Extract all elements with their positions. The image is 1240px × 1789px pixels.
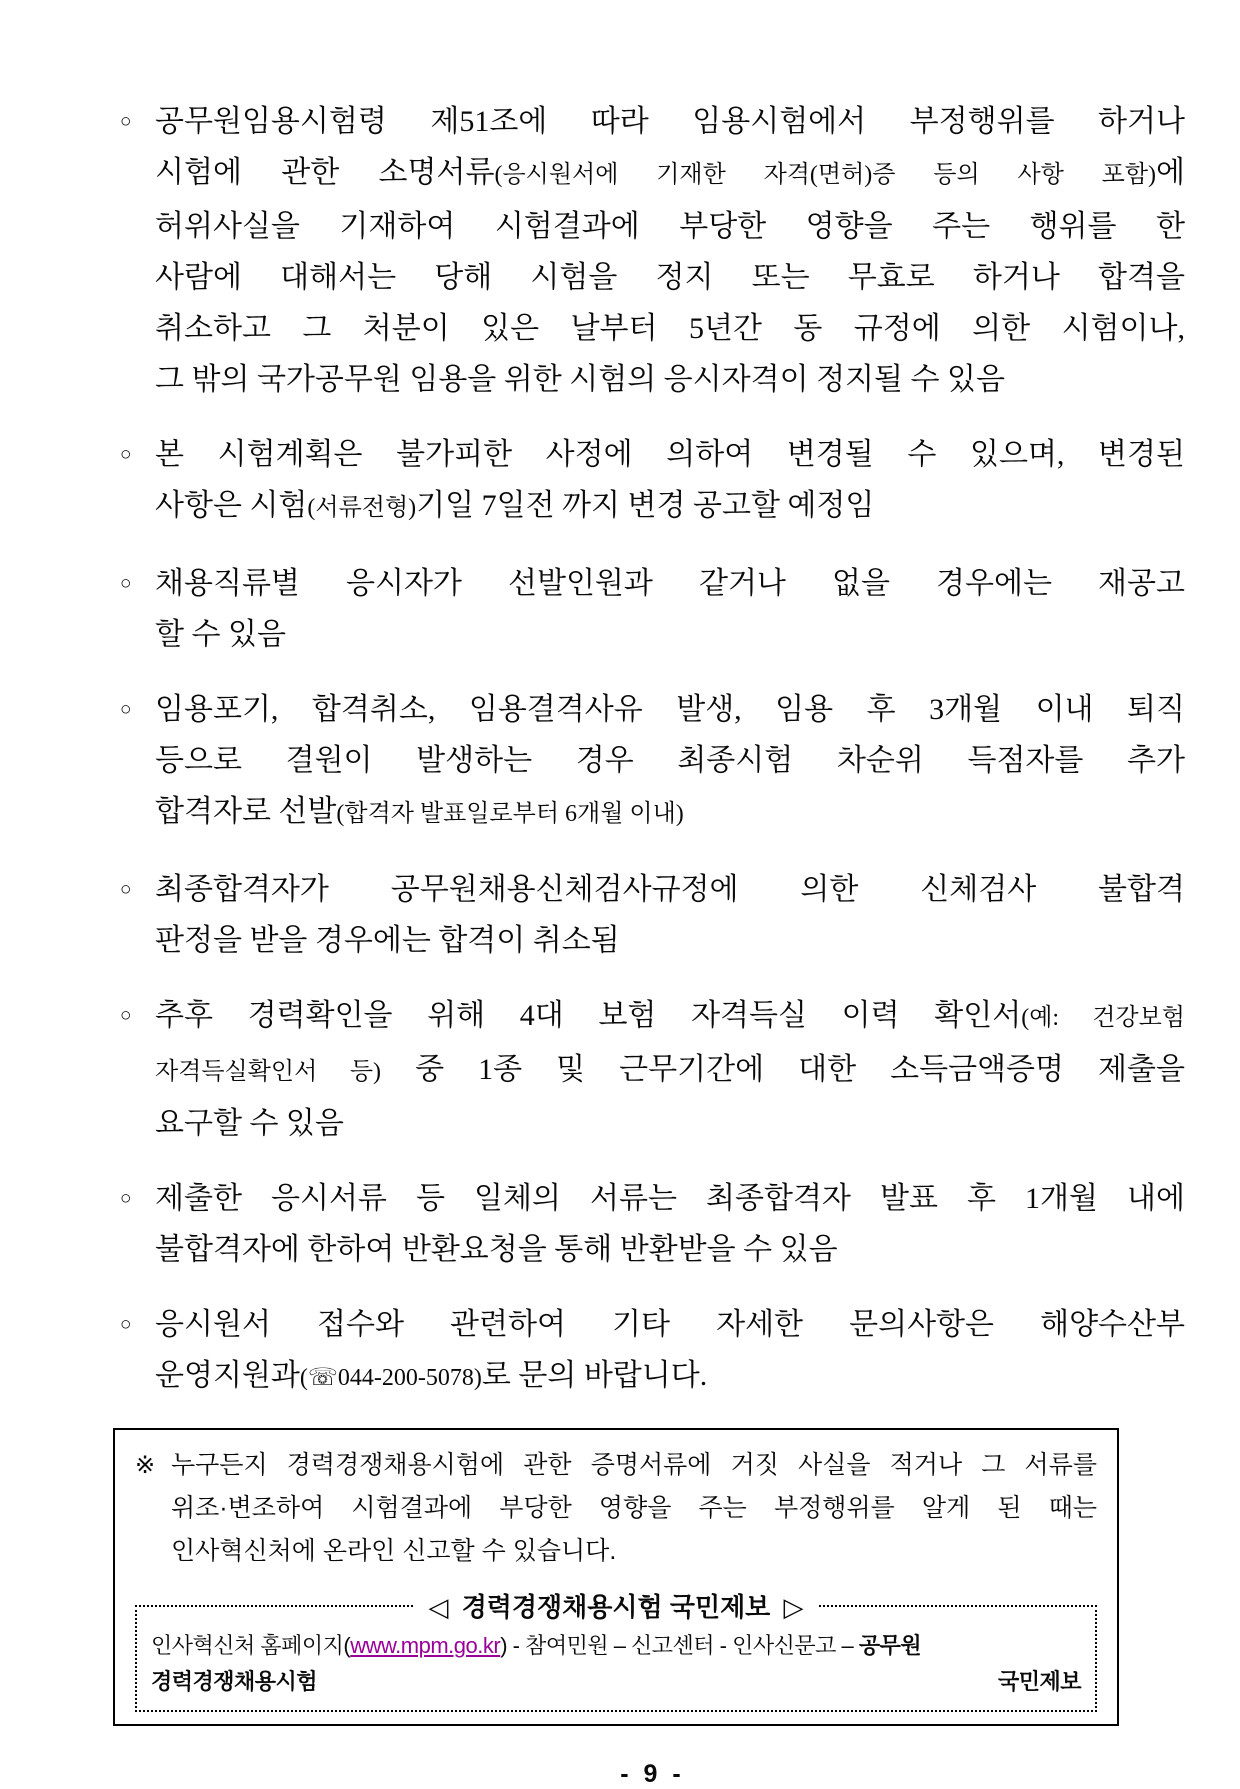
bullet-circle-marker: ○: [120, 699, 132, 720]
text-segment: 자격득실확인서 등): [155, 1059, 382, 1085]
text-line: [155, 864, 1185, 915]
bullet-item: [120, 429, 1185, 534]
bullet-item: [120, 1299, 1185, 1404]
text-segment: (예: 건강보험: [1021, 1005, 1185, 1031]
bullet-text: [155, 1173, 1185, 1275]
text-line: [155, 303, 1185, 354]
text-segment: 임용포기, 합격취소, 임용결격사유 발생, 임용 후 3개월 이내 퇴직: [155, 693, 1185, 726]
bullet-list: [120, 96, 1185, 1404]
report-box-title: [414, 1587, 817, 1624]
text-line: [155, 735, 1185, 786]
text-segment: 불합격자에 한하여 반환요청을 통해 반환받을 수 있음: [155, 1233, 838, 1266]
bullet-item: [120, 96, 1185, 405]
text-line: [155, 147, 1185, 201]
bullet-item: [120, 1173, 1185, 1275]
bullet-item: [120, 864, 1185, 966]
text-line: [155, 252, 1185, 303]
text-line: [155, 558, 1185, 609]
text-line: [155, 96, 1185, 147]
text-segment: 공무원임용시험령 제51조에 따라 임용시험에서 부정행위를 하거나: [155, 105, 1185, 138]
text-line: [155, 1224, 1185, 1275]
text-segment: 인사혁신처 홈페이지(: [151, 1633, 351, 1658]
text-line: [155, 1350, 1185, 1404]
text-segment: (응시원서에 기재한 자격(면허)증 등의 사항 포함): [494, 162, 1157, 188]
text-segment: 최종합격자가 공무원채용신체검사규정에 의한 신체검사 불합격: [155, 873, 1185, 906]
bullet-circle-marker: ○: [120, 1314, 132, 1335]
text-line: [155, 1299, 1185, 1350]
text-segment: 등으로 결원이 발생하는 경우 최종시험 차순위 득점자를 추가: [155, 744, 1185, 777]
text-line: [155, 915, 1185, 966]
text-segment: 할 수 있음: [155, 618, 286, 651]
text-line: [155, 201, 1185, 252]
text-line: [171, 1530, 1097, 1573]
text-segment: 시험에 관한 소명서류: [155, 156, 495, 189]
notice-box: [113, 1428, 1119, 1726]
bullet-text: [155, 864, 1185, 966]
reference-mark: ※: [135, 1452, 156, 1479]
text-line: [155, 354, 1185, 405]
text-segment: 판정을 받을 경우에는 합격이 취소됨: [155, 924, 620, 957]
text-line: [151, 1628, 1081, 1700]
text-segment: 그 밖의 국가공무원 임용을 위한 시험의 응시자격이 정지될 수 있음: [155, 363, 1005, 396]
text-line: [155, 990, 1185, 1044]
text-line: [155, 684, 1185, 735]
text-line: [155, 609, 1185, 660]
report-path-line: [151, 1628, 1081, 1700]
homepage-link[interactable]: www.mpm.go.kr: [350, 1633, 501, 1658]
text-segment: ) - 참여민원 – 신고센터 - 인사신문고 –: [500, 1633, 859, 1658]
text-line: [155, 786, 1185, 840]
text-line: [171, 1487, 1097, 1530]
bullet-item: [120, 990, 1185, 1149]
report-title-text: 경력경쟁채용시험 국민제보: [461, 1592, 771, 1622]
text-line: [155, 1044, 1185, 1098]
left-triangle-icon: ◁: [428, 1592, 449, 1622]
text-segment: 인사혁신처에 온라인 신고할 수 있습니다.: [171, 1537, 617, 1565]
bullet-text: [155, 1299, 1185, 1404]
bullet-text: [155, 684, 1185, 840]
text-segment: 응시원서 접수와 관련하여 기타 자세한 문의사항은 해양수산부: [155, 1308, 1185, 1341]
bullet-circle-marker: ○: [120, 111, 132, 132]
text-segment: 중 1종 및 근무기간에 대한 소득금액증명 제출을: [381, 1053, 1185, 1086]
text-segment: 허위사실을 기재하여 시험결과에 부당한 영향을 주는 행위를 한: [155, 210, 1185, 243]
text-segment: (합격자 발표일로부터 6개월 이내): [336, 801, 684, 827]
text-segment: 로 문의 바랍니다.: [481, 1359, 708, 1392]
text-segment: 제출한 응시서류 등 일체의 서류는 최종합격자 발표 후 1개월 내에: [155, 1182, 1185, 1215]
bullet-circle-marker: ○: [120, 573, 132, 594]
text-segment: 사람에 대해서는 당해 시험을 정지 또는 무효로 하거나 합격을: [155, 261, 1185, 294]
bullet-circle-marker: ○: [120, 1188, 132, 1209]
bullet-text: [155, 96, 1185, 405]
text-segment: 본 시험계획은 불가피한 사정에 의하여 변경될 수 있으며, 변경된: [155, 438, 1185, 471]
text-segment: 공무원 경력경쟁채용시험 국민제보: [151, 1633, 1081, 1694]
report-box: [135, 1587, 1097, 1712]
page-number: - 9 -: [620, 1760, 685, 1788]
text-segment: (☏044-200-5078): [299, 1365, 482, 1391]
text-segment: 누구든지 경력경쟁채용시험에 관한 증명서류에 거짓 사실을 적거나 그 서류를: [171, 1451, 1097, 1479]
notice-paragraph: [135, 1444, 1097, 1573]
text-line: [155, 429, 1185, 480]
bullet-text: [155, 990, 1185, 1149]
bullet-text: [155, 558, 1185, 660]
bullet-circle-marker: ○: [120, 879, 132, 900]
text-line: [155, 1098, 1185, 1149]
text-segment: 에: [1156, 156, 1186, 189]
text-segment: 위조·변조하여 시험결과에 부당한 영향을 주는 부정행위를 알게 된 때는: [171, 1494, 1097, 1522]
text-segment: 추후 경력확인을 위해 4대 보험 자격득실 이력 확인서: [155, 999, 1022, 1032]
bullet-circle-marker: ○: [120, 1005, 132, 1026]
text-segment: (서류전형): [307, 495, 417, 521]
text-line: [155, 1173, 1185, 1224]
text-line: [171, 1444, 1097, 1487]
notice-lines: [171, 1444, 1097, 1573]
bullet-item: [120, 684, 1185, 840]
text-segment: 요구할 수 있음: [155, 1107, 344, 1140]
text-segment: 기일 7일전 까지 변경 공고할 예정임: [416, 489, 875, 522]
text-segment: 운영지원과: [155, 1359, 300, 1392]
text-segment: 취소하고 그 처분이 있은 날부터 5년간 동 규정에 의한 시험이나,: [155, 312, 1185, 345]
text-segment: 합격자로 선발: [155, 795, 337, 828]
bullet-item: [120, 558, 1185, 660]
text-segment: 사항은 시험: [155, 489, 308, 522]
text-line: [155, 480, 1185, 534]
bullet-circle-marker: ○: [120, 444, 132, 465]
bullet-text: [155, 429, 1185, 534]
right-triangle-icon: ▷: [783, 1592, 804, 1622]
text-segment: 채용직류별 응시자가 선발인원과 같거나 없을 경우에는 재공고: [155, 567, 1185, 600]
